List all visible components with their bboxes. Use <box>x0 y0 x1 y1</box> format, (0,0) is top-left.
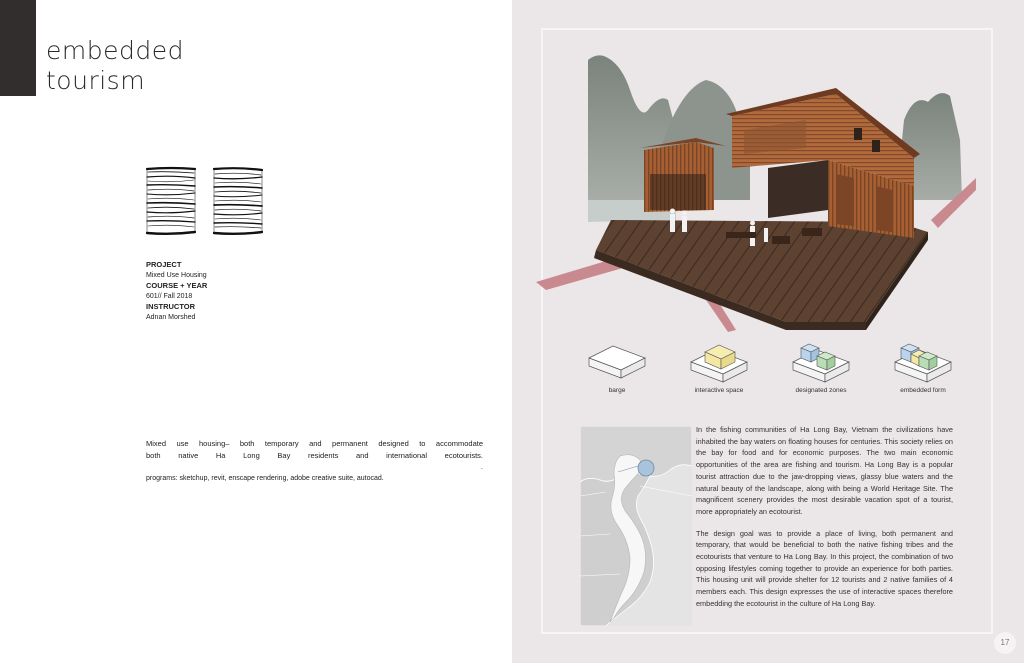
concept-sketch-2 <box>213 166 263 236</box>
page-number: 17 <box>994 632 1016 654</box>
body-paragraph-2: The design goal was to provide a place of living, both permanent and temporary, that would be beneficial to both the native fishing tribes and the ecotourists that venture to Ha Long Bay. In this project, the combination of two opposing lifestyles coming together to provide an experience for both parties. This housing unit will provide shelter for 12 tourists and 2 native families of 4 members each. This design expresses the use of interactive spaces therefore embedding the ecotourist in the culture of Ha Long Bay. <box>696 528 953 608</box>
project-value: Mixed Use Housing <box>146 271 207 279</box>
diagram-caption: barge <box>608 387 626 394</box>
interactive-space-diagram-graphic <box>687 338 751 384</box>
instructor-label: INSTRUCTOR <box>146 302 196 311</box>
course-label: COURSE + YEAR <box>146 281 208 290</box>
title-accent-bar <box>0 0 36 96</box>
vietnam-map <box>580 426 692 626</box>
diagram-designated-zones <box>786 338 856 408</box>
project-info <box>146 260 207 323</box>
diagram-barge <box>582 338 652 408</box>
render-image <box>536 50 976 335</box>
description-dot: . <box>481 464 483 471</box>
embedded-form-diagram-graphic <box>891 338 955 384</box>
designated-zones-diagram-graphic <box>789 338 853 384</box>
description-line-2: both native Ha Long Bay residents and international ecotourists. <box>146 451 483 460</box>
massing-diagrams <box>582 338 962 408</box>
title-line-1: embedded <box>46 36 184 65</box>
instructor-value: Adnan Morshed <box>146 313 196 321</box>
diagram-caption: embedded form <box>900 387 946 394</box>
barge-diagram-graphic <box>585 338 649 384</box>
right-page <box>512 0 1024 663</box>
title-line-2: tourism <box>46 66 146 95</box>
page-title <box>46 36 184 96</box>
diagram-embedded-form <box>888 338 958 408</box>
diagram-interactive-space <box>684 338 754 408</box>
body-paragraph-1: In the fishing communities of Ha Long Bay, Vietnam the civilizations have inhabited the bay waters on floating houses for centuries. This society relies on the bay for food and for economic purposes. The two main economic opportunities of the area are fishing and tourism. Ha Long Bay is a popular tourist attraction due to the jaw-dropping views, glassy blue waters and the natural beauty of the landscape, along with being a World Heritage Site. The magnificent scenery provides the most desirable vacation spot of a tourist, more appropriately an ecotourist. <box>696 425 953 516</box>
project-label: PROJECT <box>146 260 182 269</box>
description-line-1: Mixed use housing– both temporary and permanent designed to accommodate <box>146 439 483 448</box>
concept-sketch-1 <box>146 166 196 236</box>
project-description <box>146 438 483 471</box>
diagram-caption: interactive space <box>694 387 744 394</box>
ha-long-bay-marker <box>638 460 654 476</box>
diagram-caption: designated zones <box>795 387 847 394</box>
course-value: 601// Fall 2018 <box>146 292 193 300</box>
programs-text: programs: sketchup, revit, enscape rendering, adobe creative suite, autocad. <box>146 475 384 482</box>
body-text <box>696 424 953 620</box>
